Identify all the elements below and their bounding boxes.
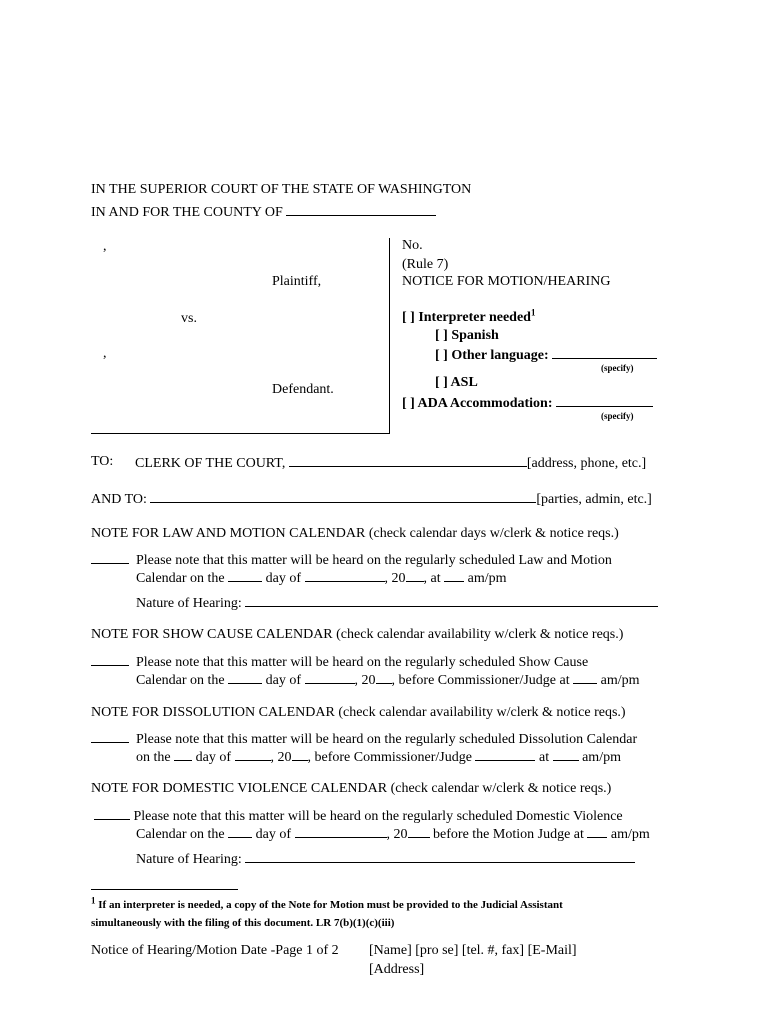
domestic-violence-day-blank — [228, 824, 252, 838]
law-motion-day-blank — [228, 568, 262, 582]
dissolution-l2b: day of — [195, 750, 231, 765]
and-to-label: AND TO: — [91, 492, 147, 507]
county-heading — [91, 202, 436, 222]
law-motion-nature-label: Nature of Hearing: — [136, 596, 242, 611]
dissolution-time-blank — [553, 747, 579, 761]
domestic-violence-line2 — [136, 824, 650, 844]
dissolution-title: NOTE FOR DISSOLUTION CALENDAR (check calendar availability w/clerk & notice reqs.) — [91, 705, 626, 720]
domestic-violence-month-blank — [295, 824, 387, 838]
show-cause-l2e: am/pm — [600, 673, 640, 688]
vs-label: vs. — [181, 311, 197, 326]
law-motion-l2b: day of — [265, 571, 302, 586]
footnote-text1: If an interpreter is needed, a copy of the Note for Motion must be provided to the Judicial Assistant — [98, 899, 563, 911]
rule-label: (Rule 7) — [402, 257, 449, 272]
law-motion-line1 — [91, 550, 612, 570]
domestic-violence-title: NOTE FOR DOMESTIC VIOLENCE CALENDAR (check calendar w/clerk & notice reqs.) — [91, 781, 612, 796]
caption-horizontal-rule — [91, 433, 390, 434]
clerk-label: CLERK OF THE COURT, — [135, 456, 286, 471]
law-motion-text: Please note that this matter will be heard on the regularly scheduled Law and Motion — [136, 553, 612, 568]
county-label: IN AND FOR THE COUNTY OF — [91, 205, 283, 220]
footer-page-label: Notice of Hearing/Motion Date -Page 1 of 2 — [91, 943, 339, 958]
footnote-line2: simultaneously with the filing of this document. LR 7(b)(1)(c)(iii) — [91, 917, 395, 929]
show-cause-day-blank — [228, 670, 262, 684]
law-motion-nature — [136, 593, 658, 613]
footnote-ref: 1 — [530, 307, 536, 318]
show-cause-line2 — [136, 670, 640, 690]
case-number-label: No. — [402, 238, 423, 253]
law-motion-l2c: , 20 — [384, 571, 406, 586]
show-cause-month-blank — [305, 670, 355, 684]
law-motion-time-blank — [444, 568, 464, 582]
dissolution-l2e: at — [538, 750, 550, 765]
asl-option: [ ] ASL — [435, 375, 478, 390]
law-motion-title: NOTE FOR LAW AND MOTION CALENDAR (check calendar days w/clerk & notice reqs.) — [91, 526, 619, 541]
dissolution-l2a: on the — [136, 750, 171, 765]
domestic-violence-nature-label: Nature of Hearing: — [136, 852, 242, 867]
law-motion-l2a: Calendar on the — [136, 571, 225, 586]
domestic-violence-l2c: , 20 — [386, 827, 408, 842]
specify-hint-language: (specify) — [601, 363, 634, 373]
dissolution-l2f: am/pm — [582, 750, 621, 765]
footer-contact: [Name] [pro se] [tel. #, fax] [E-Mail] — [369, 943, 577, 958]
dissolution-judge-blank — [475, 747, 535, 761]
clerk-suffix: [address, phone, etc.] — [526, 456, 647, 471]
show-cause-l2d: , before Commissioner/Judge at — [391, 673, 570, 688]
ada-blank — [556, 393, 653, 407]
and-to-blank — [150, 489, 536, 503]
domestic-violence-line1 — [94, 806, 623, 826]
domestic-violence-nature-blank — [245, 849, 635, 863]
to-label: TO: — [91, 454, 114, 469]
dissolution-l2d: , before Commissioner/Judge — [307, 750, 472, 765]
law-motion-year-blank — [406, 568, 424, 582]
other-language-label: [ ] Other language: — [435, 348, 549, 363]
defendant-comma: , — [103, 346, 107, 361]
law-motion-line2 — [136, 568, 507, 588]
show-cause-l2b: day of — [265, 673, 302, 688]
dissolution-check-blank — [91, 729, 129, 743]
domestic-violence-time-blank — [587, 824, 607, 838]
dissolution-line2 — [136, 747, 621, 767]
caption-vertical-rule — [389, 238, 390, 434]
law-motion-l2e: am/pm — [467, 571, 507, 586]
court-heading: IN THE SUPERIOR COURT OF THE STATE OF WASHINGTON — [91, 182, 472, 197]
document-title: NOTICE FOR MOTION/HEARING — [402, 274, 611, 289]
show-cause-title: NOTE FOR SHOW CAUSE CALENDAR (check calendar availability w/clerk & notice reqs.) — [91, 627, 624, 642]
defendant-label: Defendant. — [272, 382, 334, 397]
interpreter-needed — [402, 309, 535, 327]
law-motion-check-blank — [91, 550, 129, 564]
dissolution-year-blank — [292, 747, 308, 761]
plaintiff-comma: , — [103, 239, 107, 254]
domestic-violence-l2d: before the Motion Judge at — [433, 827, 584, 842]
footnote-rule — [91, 889, 238, 890]
clerk-line — [135, 453, 646, 473]
domestic-violence-text: Please note that this matter will be heard on the regularly scheduled Domestic Violence — [133, 809, 623, 824]
domestic-violence-year-blank — [408, 824, 430, 838]
ada-label: [ ] ADA Accommodation: — [402, 396, 553, 411]
law-motion-month-blank — [305, 568, 385, 582]
dissolution-text: Please note that this matter will be heard on the regularly scheduled Dissolution Calendar — [136, 732, 638, 747]
clerk-blank — [289, 453, 527, 467]
show-cause-l2c: , 20 — [354, 673, 376, 688]
footer-address: [Address] — [369, 962, 425, 977]
other-language-blank — [552, 345, 657, 359]
domestic-violence-l2e: am/pm — [610, 827, 650, 842]
dissolution-line1 — [91, 729, 637, 749]
show-cause-text: Please note that this matter will be heard on the regularly scheduled Show Cause — [136, 655, 589, 670]
show-cause-l2a: Calendar on the — [136, 673, 225, 688]
county-blank — [286, 202, 436, 216]
ada-accommodation — [402, 393, 653, 413]
interpreter-needed-label: [ ] Interpreter needed — [402, 310, 531, 325]
domestic-violence-l2b: day of — [255, 827, 292, 842]
domestic-violence-l2a: Calendar on the — [136, 827, 225, 842]
show-cause-time-blank — [573, 670, 597, 684]
and-to-suffix: [parties, admin, etc.] — [536, 492, 652, 507]
specify-hint-ada: (specify) — [601, 411, 634, 421]
dissolution-month-blank — [235, 747, 271, 761]
show-cause-check-blank — [91, 652, 129, 666]
dissolution-day-blank — [174, 747, 192, 761]
show-cause-line1 — [91, 652, 588, 672]
footnote-line1 — [91, 895, 563, 913]
and-to-line — [91, 489, 652, 509]
law-motion-l2d: , at — [423, 571, 441, 586]
spanish-option: [ ] Spanish — [435, 328, 499, 343]
domestic-violence-check-blank — [94, 806, 130, 820]
footnote-mark: 1 — [91, 895, 96, 906]
other-language-option — [435, 345, 657, 365]
show-cause-year-blank — [376, 670, 392, 684]
domestic-violence-nature — [136, 849, 635, 869]
law-motion-nature-blank — [245, 593, 658, 607]
dissolution-l2c: , 20 — [270, 750, 292, 765]
plaintiff-label: Plaintiff, — [272, 274, 322, 289]
